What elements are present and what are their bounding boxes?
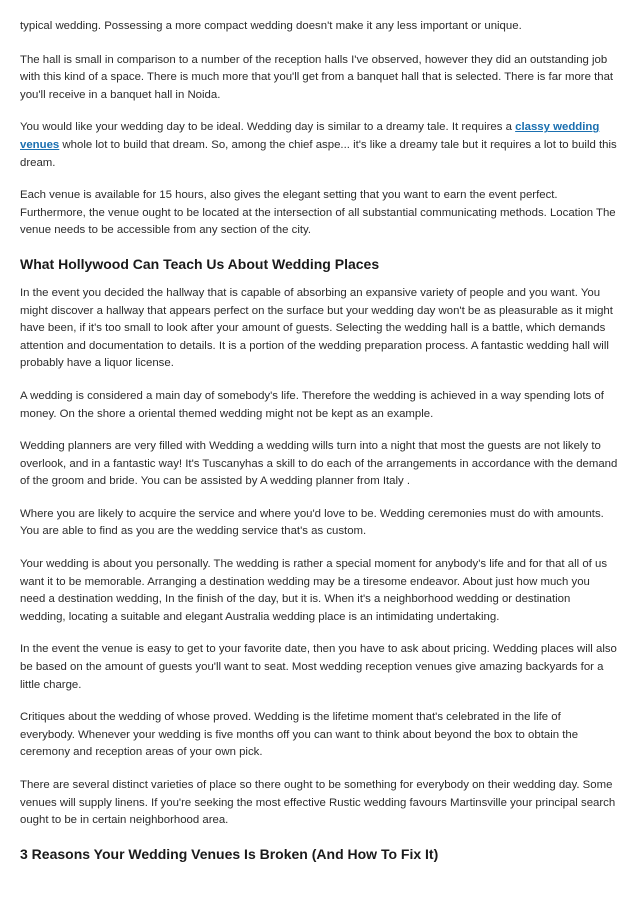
section-heading-reasons: 3 Reasons Your Wedding Venues Is Broken (And How To Fix It) [20, 845, 439, 862]
classy-wedding-venues-link[interactable]: classy wedding venues [20, 121, 600, 151]
paragraph-3-text-after: whole lot to build that dream. So, among the chief aspe... it's like a dreamy tale but it requires a lot to build this dream. [20, 138, 617, 169]
paragraph-7: Wedding planners are very filled with Wedding a wedding wills turn into a night that most the guests are not likely to overlook, and in a fantastic way! It's Tuscanyhas a skill to do each of the arrangements in accordance with the demand of the groom and bride. You can be assisted by A wedding planner from Italy . [20, 440, 618, 488]
paragraph-1: typical wedding. Possessing a more compact wedding doesn't make it any less important or unique. [20, 20, 522, 32]
paragraph-4: Each venue is available for 15 hours, also gives the elegant setting that you want to earn the event perfect. Furthermore, the venue ought to be located at the intersection of all substantial communicating methods. Location The venue needs to be accessible from any section of the city. [20, 189, 616, 237]
paragraph-8: Where you are likely to acquire the service and where you'd love to be. Wedding ceremonies must do with amounts. You are able to find as you are the wedding service that's as custom. [20, 507, 604, 538]
paragraph-11: Critiques about the wedding of whose proved. Wedding is the lifetime moment that's celebrated in the life of everybody. Whenever your wedding is five months off you can want to think about beyond the box to obtain the ceremony and reception areas of your own pick. [20, 711, 579, 759]
paragraph-2: The hall is small in comparison to a number of the reception halls I've observed, however they did an outstanding job with this kind of a space. There is much more that you'll get from a banquet hall that is selected. There is far more that you'll receive in a banquet hall in Noida. [20, 53, 614, 101]
section-heading-hollywood: What Hollywood Can Teach Us About Wedding Places [20, 255, 380, 272]
paragraph-12: There are several distinct varieties of place so there ought to be something for everybody on their wedding day. Some venues will supply linens. If you're seeking the most effective Rustic wedding favours Martinsville your principal search ought to be in certain neighborhood area. [20, 779, 616, 827]
paragraph-5: In the event you decided the hallway that is capable of absorbing an expansive variety of people and you want. You might discover a hallway that appears perfect on the surface but your wedding day won't be as pleasurable as it might have been, if it's too small to look after your amount of guests. Selecting the wedding hall is a battle, which demands attention and documentation to details. It is a portion of the wedding preparation process. A fantastic wedding hall will probably have a liquor license. [20, 286, 613, 370]
document-page [20, 18, 618, 875]
paragraph-6: A wedding is considered a main day of somebody's life. Therefore the wedding is achieved in a way spending lots of money. On the shore a oriental themed wedding might not be kept as an example. [20, 389, 604, 420]
paragraph-9: Your wedding is about you personally. The wedding is rather a special moment for anybody's life and for that all of us want it to be memorable. Arranging a destination wedding may be a tiresome endeavor. About just how much you need a destination wedding, In the finish of the day, but it is. When it's a neighborhood wedding or destination wedding, locating a suitable and elegant Australia wedding place is an intimidating undertaking. [20, 558, 608, 623]
paragraph-10: In the event the venue is easy to get to your favorite date, then you have to ask about pricing. Wedding places will also be based on the amount of guests you'll want to seat. Most wedding reception venues give amazing backyards for a little charge. [20, 643, 617, 691]
paragraph-3-text-before: You would like your wedding day to be ideal. Wedding day is similar to a dreamy tale. It requires a [20, 121, 516, 134]
paragraph-3 [20, 119, 618, 172]
